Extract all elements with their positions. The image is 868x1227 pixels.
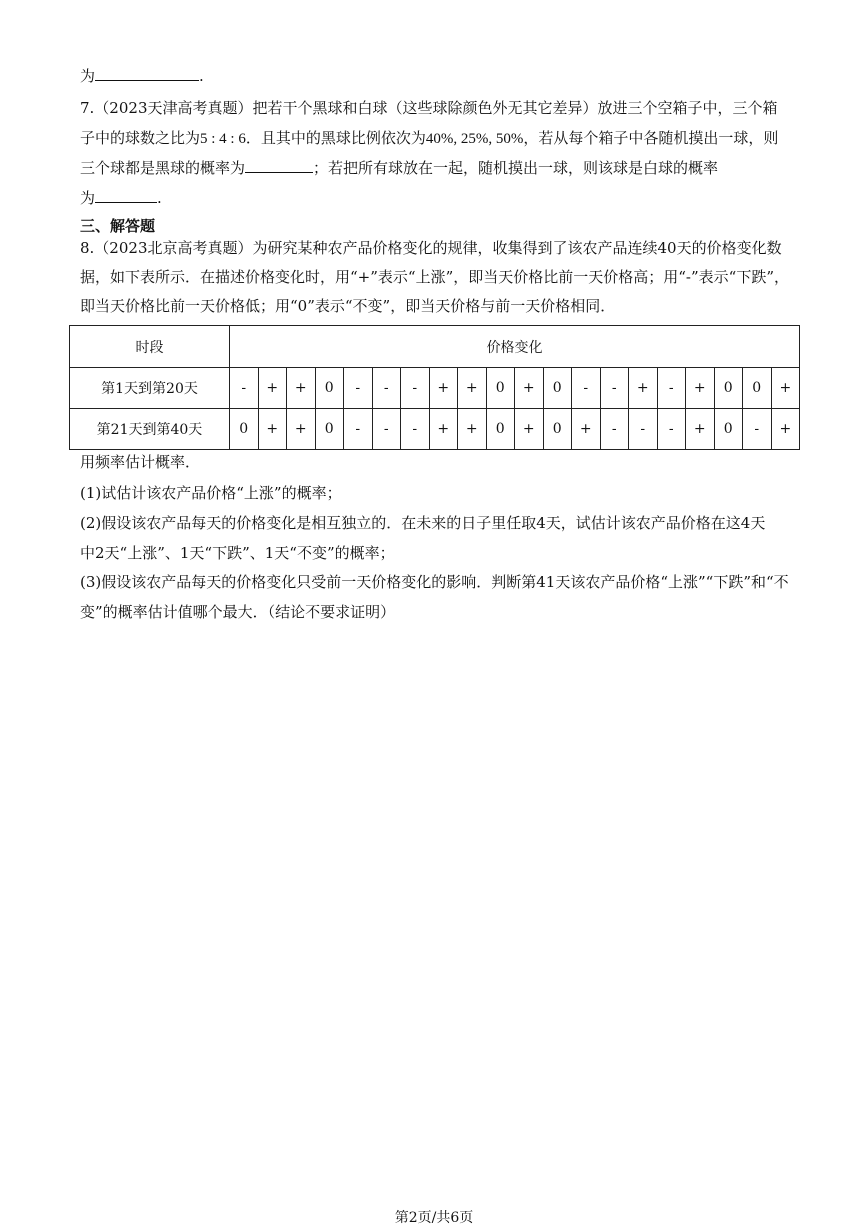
price-change-cell: 0 — [486, 368, 515, 409]
price-change-cell: + — [771, 409, 800, 450]
price-change-cell: - — [629, 409, 658, 450]
text: 子中的球数之比为 — [80, 129, 201, 147]
price-change-cell: + — [258, 409, 287, 450]
section-heading: 三、解答题 — [80, 217, 156, 235]
text: 为 — [80, 67, 96, 85]
price-change-cell: - — [572, 368, 601, 409]
text: ，若从每个箱子中各随机摸出一球，则 — [523, 129, 779, 147]
part-1: (1)试估计该农产品价格“上涨”的概率； — [80, 484, 342, 502]
price-change-cell: + — [287, 368, 316, 409]
price-change-cell: - — [372, 409, 401, 450]
table-row — [70, 409, 800, 450]
price-change-cell: + — [287, 409, 316, 450]
row-label: 第21天到第40天 — [70, 409, 230, 450]
text: ；若把所有球放在一起，随机摸出一球，则该球是白球的概率 — [313, 159, 719, 177]
row-label: 第1天到第20天 — [70, 368, 230, 409]
after-table-note: 用频率估计概率． — [80, 453, 201, 471]
q8-line-3: 即当天价格比前一天价格低；用“0”表示“不变”，即当天价格与前一天价格相同． — [80, 297, 616, 315]
price-change-cell: - — [344, 368, 373, 409]
price-change-cell: - — [600, 368, 629, 409]
answer-blank — [245, 158, 313, 173]
q7-line-3 — [80, 158, 718, 178]
price-change-cell: + — [572, 409, 601, 450]
price-change-cell: - — [344, 409, 373, 450]
price-change-cell: 0 — [315, 368, 344, 409]
part-2-line-2: 中2天“上涨”、1天“下跌”、1天“不变”的概率； — [80, 544, 395, 562]
price-change-cell: 0 — [743, 368, 772, 409]
part-3-line-2: 变”的概率估计值哪个最大．（结论不要求证明） — [80, 603, 396, 621]
price-change-cell: + — [515, 409, 544, 450]
header-change: 价格变化 — [230, 326, 800, 368]
price-change-cell: 0 — [543, 409, 572, 450]
table-row — [70, 368, 800, 409]
answer-blank — [95, 188, 157, 203]
part-3-line-1: (3)假设该农产品每天的价格变化只受前一天价格变化的影响．判断第41天该农产品价格“上涨”“下跌”和“不 — [80, 573, 789, 591]
price-change-cell: - — [401, 409, 430, 450]
price-change-cell: - — [230, 368, 259, 409]
price-change-cell: + — [458, 368, 487, 409]
price-change-cell: - — [743, 409, 772, 450]
price-change-cell: + — [515, 368, 544, 409]
price-change-cell: - — [600, 409, 629, 450]
text: . — [199, 67, 204, 85]
text: ．且其中的黑球比例依次为 — [245, 129, 426, 147]
price-change-cell: + — [686, 409, 715, 450]
percent-formula: 40%, 25%, 50% — [425, 131, 524, 147]
price-change-cell: 0 — [486, 409, 515, 450]
price-change-cell: + — [429, 368, 458, 409]
page-footer: 第2页/共6页 — [394, 1210, 474, 1226]
q7-line-1: 7.（2023天津高考真题）把若干个黑球和白球（这些球除颜色外无其它差异）放进三个空箱子中，三个箱 — [80, 99, 778, 117]
table-header-row — [70, 326, 800, 368]
price-change-cell: + — [458, 409, 487, 450]
ratio-formula: 5 : 4 : 6 — [200, 131, 246, 147]
part-2-line-1: (2)假设该农产品每天的价格变化是相互独立的．在未来的日子里任取4天，试估计该农产品价格在这4天 — [80, 514, 766, 532]
prev-question-tail — [80, 66, 204, 86]
price-change-table — [69, 325, 800, 450]
header-period: 时段 — [70, 326, 230, 368]
q8-line-1: 8.（2023北京高考真题）为研究某种农产品价格变化的规律，收集得到了该农产品连续40天的价格变化数 — [80, 239, 782, 257]
price-change-cell: + — [771, 368, 800, 409]
text: 为 — [80, 189, 96, 207]
price-change-cell: 0 — [714, 409, 743, 450]
price-change-cell: - — [372, 368, 401, 409]
text: . — [157, 189, 162, 207]
price-change-cell: 0 — [315, 409, 344, 450]
price-change-cell: - — [657, 409, 686, 450]
price-change-cell: - — [657, 368, 686, 409]
price-change-cell: - — [401, 368, 430, 409]
q7-line-2 — [80, 128, 778, 149]
price-change-cell: + — [629, 368, 658, 409]
text: 三个球都是黑球的概率为 — [80, 159, 246, 177]
q8-line-2: 据，如下表所示．在描述价格变化时，用“+”表示“上涨”，即当天价格比前一天价格高；用“-”表示“下跌”， — [80, 268, 789, 286]
price-change-cell: 0 — [714, 368, 743, 409]
price-change-cell: + — [686, 368, 715, 409]
price-change-cell: + — [429, 409, 458, 450]
price-change-cell: + — [258, 368, 287, 409]
price-change-cell: 0 — [543, 368, 572, 409]
price-change-cell: 0 — [230, 409, 259, 450]
q7-line-4 — [80, 188, 162, 208]
answer-blank — [95, 66, 199, 81]
